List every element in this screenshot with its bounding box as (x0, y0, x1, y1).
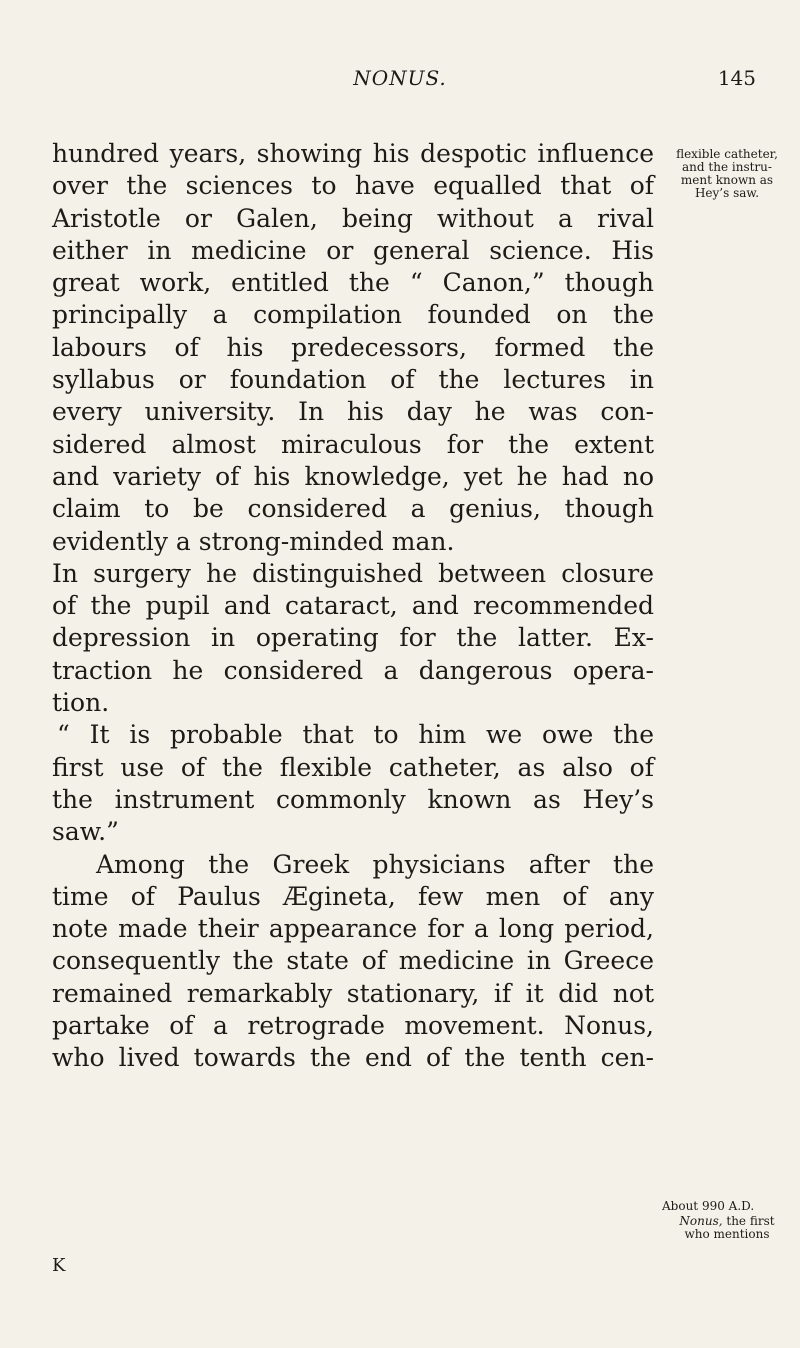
text-line: syllabus or foundation of the lectures in (52, 365, 654, 395)
text-line: Aristotle or Galen, being without a rival (52, 203, 654, 233)
margin-note-date (662, 1200, 796, 1213)
page-number: 145 (717, 66, 756, 90)
text-line: note made their appearance for a long period, (52, 914, 654, 944)
text-line: either in medicine or general science. His (52, 235, 654, 265)
margin-note-name: Nonus, (679, 1214, 723, 1228)
text-line: remained remarkably stationary, if it did not (52, 978, 654, 1008)
text-line: “ It is probable that to him we owe the (57, 720, 654, 750)
text-line: saw.” (52, 817, 119, 847)
text-line: who lived towards the end of the tenth cen- (52, 1043, 654, 1073)
margin-note-line: who mentions (684, 1227, 770, 1241)
text-line: evidently a strong-minded man. (52, 526, 455, 556)
text-line: the instrument commonly known as Hey’s (52, 784, 654, 814)
running-title: NONUS. (353, 66, 447, 90)
margin-note-catheter (657, 148, 797, 200)
margin-note-line: and the instru- (682, 160, 772, 174)
margin-note-line: About 990 A.D. (662, 1199, 755, 1213)
text-line: first use of the flexible catheter, as also of (52, 752, 654, 782)
text-line: In surgery he distinguished between closure (52, 558, 654, 588)
margin-note-line: flexible catheter, (676, 147, 778, 161)
margin-note-rest: the first (722, 1214, 775, 1228)
text-line: over the sciences to have equalled that of (52, 171, 654, 201)
text-line: partake of a retrograde movement. Nonus, (52, 1011, 654, 1041)
text-line: labours of his predecessors, formed the (52, 332, 654, 362)
text-line: and variety of his knowledge, yet he had no (52, 461, 654, 491)
text-line: depression in operating for the latter. Ex- (52, 623, 654, 653)
text-line: every university. In his day he was con- (52, 397, 654, 427)
margin-note-line: Hey’s saw. (694, 186, 760, 200)
text-line: consequently the state of medicine in Greece (52, 946, 654, 976)
text-line: great work, entitled the “ Canon,” though (52, 268, 654, 298)
text-line: claim to be considered a genius, though (52, 494, 654, 524)
text-line: time of Paulus Ægineta, few men of any (52, 881, 654, 911)
signature-mark: K (52, 1255, 66, 1276)
text-line: hundred years, showing his despotic influence (52, 139, 654, 168)
margin-note-line: ment known as (680, 173, 774, 187)
text-line: sidered almost miraculous for the extent (52, 429, 654, 459)
text-line: traction he considered a dangerous opera- (52, 655, 654, 685)
margin-note-nonus (657, 1215, 797, 1241)
running-head (0, 66, 800, 96)
text-line: of the pupil and cataract, and recommended (52, 591, 654, 621)
text-line: Among the Greek physicians after the (96, 849, 654, 879)
body-text (52, 138, 654, 1075)
text-line: tion. (52, 688, 110, 718)
text-line: principally a compilation founded on the (52, 300, 654, 330)
